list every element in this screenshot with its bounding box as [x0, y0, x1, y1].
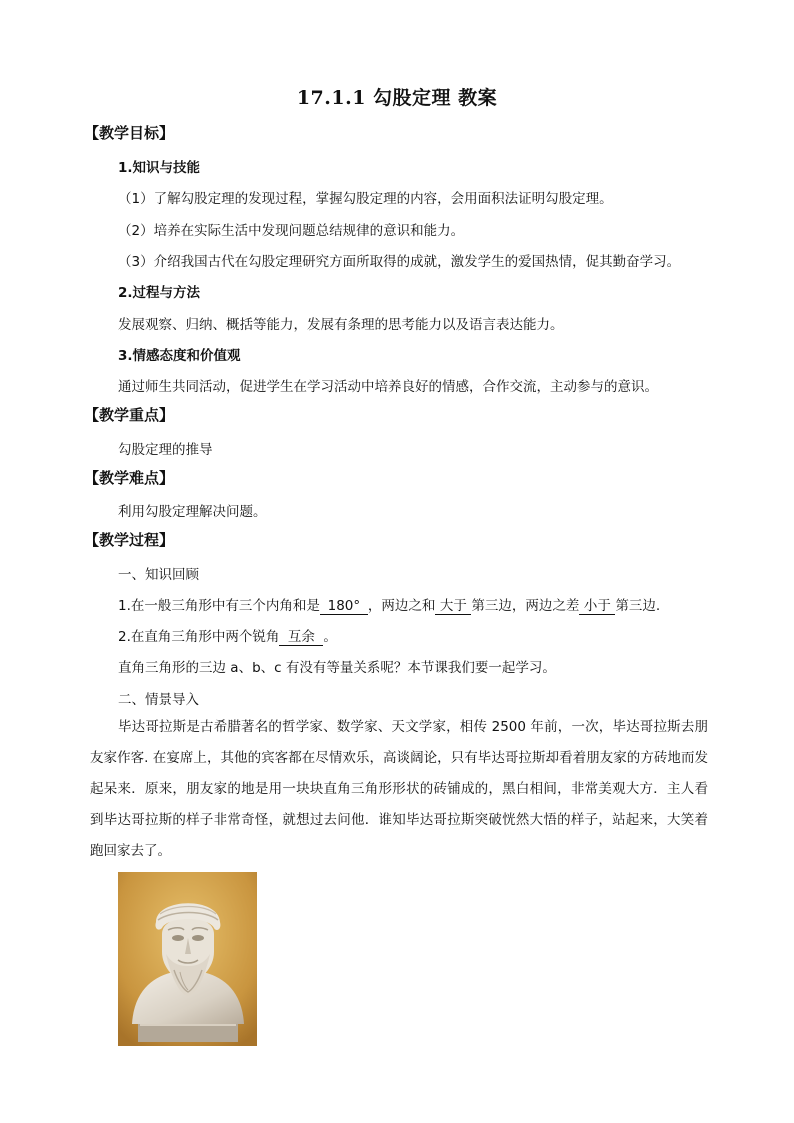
q1-text-c: 第三边，两边之差 [471, 598, 580, 614]
process-part2-heading: 二、情景导入 [118, 692, 199, 708]
q1-blank-3: 小于 [579, 599, 615, 615]
pythagoras-bust-image [118, 872, 257, 1046]
review-question-3: 直角三角形的三边 a、b、c 有没有等量关系呢？本节课我们要一起学习。 [118, 660, 556, 676]
difficulties-text: 利用勾股定理解决问题。 [118, 504, 267, 520]
q2-text-a: 2.在直角三角形中两个锐角 [118, 629, 280, 645]
section-heading-process: 【教学过程】 [84, 531, 175, 549]
goal-item-2: （2）培养在实际生活中发现问题总结规律的意识和能力。 [118, 223, 465, 239]
q1-text-d: 第三边. [615, 598, 661, 614]
process-part1-heading: 一、知识回顾 [118, 567, 199, 583]
goal-item-1: （1）了解勾股定理的发现过程，掌握勾股定理的内容，会用面积法证明勾股定理。 [118, 191, 613, 207]
story-paragraph: 毕达哥拉斯是古希腊著名的哲学家、数学家、天文学家，相传 2500 年前，一次，毕达哥拉斯去朋友家作客. 在宴席上，其他的宾客都在尽情欢乐，高谈阔论，只有毕达哥拉斯却看着朋友家的方砖地而发起呆来．原来，朋友家的地是用一块块直角三角形形状的砖铺成的，黑白相间，非常美观大方．主人看到毕达哥拉斯的样子非常奇怪，就想过去问他．谁知毕达哥拉斯突破恍然大悟的样子，站起来，大笑着跑回家去了。 [90, 719, 708, 859]
page-title: 17.1.1 勾股定理 教案 [296, 87, 498, 109]
q1-blank-2: 大于 [435, 599, 471, 615]
process-method-text: 发展观察、归纳、概括等能力，发展有条理的思考能力以及语言表达能力。 [118, 317, 564, 333]
bust-illustration [118, 872, 257, 1046]
q1-text-b: ，两边之和 [367, 598, 436, 614]
subheading-knowledge: 1.知识与技能 [118, 160, 201, 176]
goal-item-3: （3）介绍我国古代在勾股定理研究方面所取得的成就，激发学生的爱国热情，促其勤奋学习。 [118, 254, 681, 270]
q2-text-b: 。 [323, 629, 337, 645]
q2-blank-1: 互余 [279, 630, 323, 646]
subheading-process-method: 2.过程与方法 [118, 285, 201, 301]
key-points-text: 勾股定理的推导 [118, 442, 213, 458]
section-heading-difficulties: 【教学难点】 [84, 469, 175, 487]
q1-blank-1: 180° [320, 599, 368, 615]
review-question-1 [118, 594, 660, 615]
review-question-2 [118, 625, 337, 646]
section-heading-key-points: 【教学重点】 [84, 406, 175, 424]
q1-text-a: 1.在一般三角形中有三个内角和是 [118, 598, 320, 614]
emotion-text: 通过师生共同活动，促进学生在学习活动中培养良好的情感，合作交流，主动参与的意识。 [118, 379, 658, 395]
subheading-emotion: 3.情感态度和价值观 [118, 348, 241, 364]
section-heading-goals: 【教学目标】 [84, 124, 175, 142]
